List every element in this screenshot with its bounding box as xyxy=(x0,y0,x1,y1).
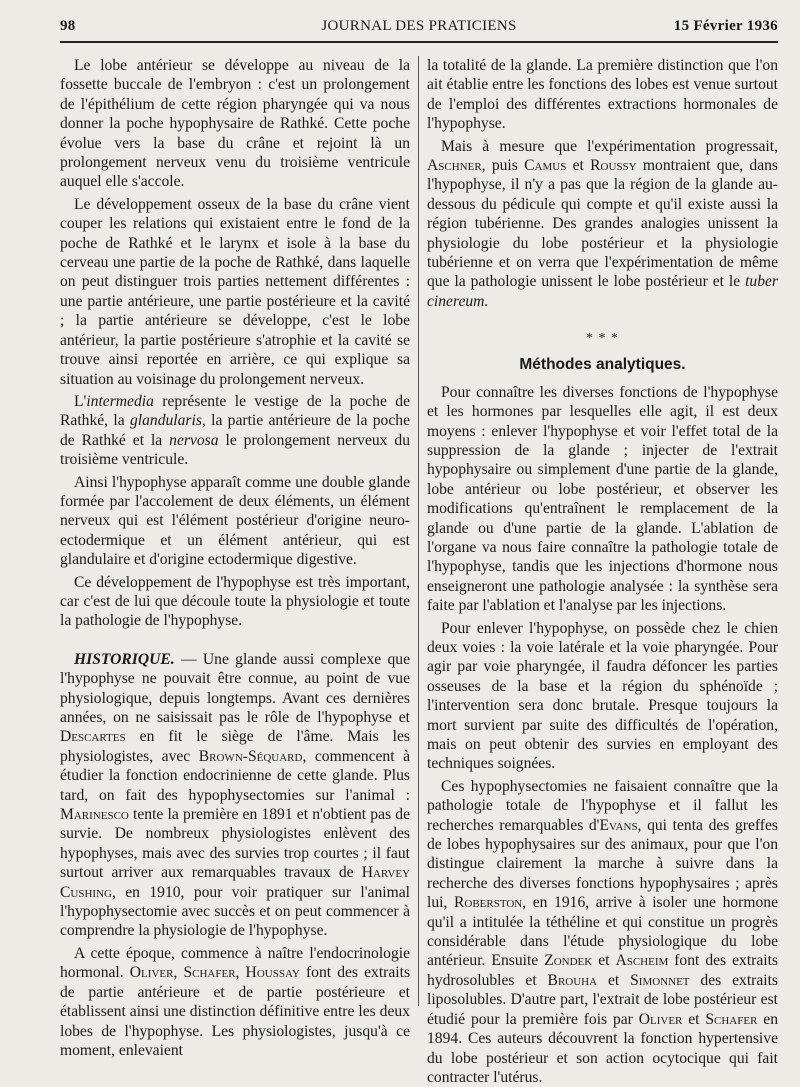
paragraph: Ces hypophysectomies ne faisaient connaître que la pathologie totale de l'hypophyse et il fallut les recherches remarquables d'Evans, qui tenta des greffes de lobes hypophysaires sur des animaux, pour que l'on distingue clairement la marche à suivre dans la recherche des diverses fonctions hypophysaires ; après lui, Roberston, en 1916, arrive à isoler une hormone qu'il a intitulée la téthéline et qui constitue un progrès considérable dans l'étude physiologique du lobe antérieur. Ensuite Zondek et Ascheim font des extraits hydrosolubles et Brouha et Simonnet des extraits liposolubles. D'autre part, l'extrait de lobe postérieur est étudié pour la première fois par Oliver et Schafer en 1894. Ces auteurs découvrent la fonction hypertensive du lobe postérieur et son action ocytocique qui fait contracter l'utérus. xyxy=(427,777,778,1086)
section-heading-historique: HISTORIQUE. xyxy=(74,650,175,668)
paragraph: Ce développement de l'hypophyse est très important, car c'est de lui que découle toute la physiologie et toute la pathologie de l'hypophyse. xyxy=(60,573,410,630)
page-header xyxy=(60,14,778,36)
page-number: 98 xyxy=(60,18,76,34)
paragraph: Le lobe antérieur se développe au niveau de la fossette buccale de l'embryon : c'est un prolongement de l'épithélium de cette région pharyngée qui va nous donner la poche hypophysaire de Rathké. Cette poche évolue vers la base du crâne et rejoint là un prolongement nerveux venu du troisième ventricule auquel elle s'accole. xyxy=(60,57,410,191)
journal-title: JOURNAL DES PRATICIENS xyxy=(321,18,517,34)
issue-date: 15 Février 1936 xyxy=(673,18,778,34)
paragraph: Pour connaître les diverses fonctions de l'hypophyse et les hormones par lesquelles elle agit, il est deux moyens : enlever l'hypophyse et voir l'effet total de la suppression de la glande ; injecter de l'extrait hypophysaire ou simplement d'une partie de la glande, lobe antérieur ou lobe postérieur, et observer les modifications qu'entraînent le remplacement de la glande ou d'une partie de la glande. L'ablation de l'organe va nous faire connaître la pathologie totale de l'hypophyse, tandis que les injections d'hormone nous enseigneront une pathologie analysée : la synthèse sera faite par l'ablation et l'analyse par les injections. xyxy=(427,383,778,615)
header-rule xyxy=(60,41,778,43)
section-separator-stars: * * * xyxy=(586,331,619,347)
paragraph: L'intermedia représente le vestige de la poche de Rathké, la glandularis, la partie antérieure de la poche de Rathké et la nervosa le prolongement nerveux du troisième ventricule. xyxy=(60,392,410,469)
paragraph: la totalité de la glande. La première distinction que l'on ait établie entre les fonctions des lobes est venue surtout de l'emploi des différentes extractions hormonales de l'hypophyse. xyxy=(427,57,778,133)
historique-paragraph: HISTORIQUE. — Une glande aussi complexe que l'hypophyse ne pouvait être connue, au point de vue physiologique, depuis longtemps. Avant ces dernières années, on ne saisissait pas le rôle de l'hypophyse et Descartes en fit le siège de l'âme. Mais les physiologistes, avec Brown-Séquard, commencent à étudier la fonction endocrinienne de cette glande. Plus tard, on fait des hypophysectomies sur l'animal : Marinesco tente la première en 1891 et n'obtient pas de survie. De nombreux physiologistes enlèvent des hypophyses, mais avec des survies trop courtes ; il faut surtout arriver aux remarquables travaux de Harvey Cushing, en 1910, pour voir pratiquer sur l'animal l'hypophysectomie avec succès et on peut commencer à comprendre la physiologie de l'hypophyse. xyxy=(60,650,410,940)
spacer xyxy=(60,634,410,650)
left-column xyxy=(60,56,411,1059)
section-title: Méthodes analytiques. xyxy=(519,356,686,374)
right-column xyxy=(427,56,778,1086)
column-divider xyxy=(418,56,419,1006)
paragraph: Ainsi l'hypophyse apparaît comme une double glande formée par l'accolement de deux éléments, un élément nerveux qui est l'élément postérieur d'origine neuro-ectodermique et un élément antérieur, qui est glandulaire et d'origine ectodermique digestive. xyxy=(60,473,410,569)
paragraph: Pour enlever l'hypophyse, on possède chez le chien deux voies : la voie latérale et la voie pharyngée. Pour agir par voie pharyngée, il faudra défoncer les parties osseuses de la base et la région du sphénoïde ; l'intervention sera donc brutale. Presque toujours la mort survient par suite des difficultés de l'opération, mais on peut obtenir des survies en employant des techniques soignées. xyxy=(427,619,778,773)
paragraph: A cette époque, commence à naître l'endocrinologie hormonal. Oliver, Schafer, Houssay font des extraits de partie antérieure et de partie postérieure et établissent ainsi une distinction définitive entre les deux lobes de l'hypophyse. Les physiologistes, jusqu'à ce moment, enlevaient xyxy=(60,944,411,1059)
paragraph: Le développement osseux de la base du crâne vient couper les relations qui existaient entre le fond de la poche de Rathké et le larynx et isole à la base du cerveau une partie de la poche de Rathké, dans laquelle on peut distinguer trois parties nettement différentes : une partie antérieure, une partie postérieure et la cavité ; la partie antérieure se développe, c'est le lobe antérieur, la partie postérieure s'atrophie et la cavité se trouve ainsi reportée en arrière, ce qui explique sa situation au voisinage du prolongement nerveux. xyxy=(60,195,410,388)
paragraph: Mais à mesure que l'expérimentation progressait, Aschner, puis Camus et Roussy montraient que, dans l'hypophyse, il n'y a pas que la région de la glande au-dessous du pédicule qui compte et qu'il existe aussi la région tubérienne. Des grandes analogies unissent la physiologie du lobe postérieur et la physiologie tubérienne et on verra que l'expérimentation de même que la pathologie unissent le lobe postérieur et le tuber cinereum. xyxy=(427,137,778,310)
